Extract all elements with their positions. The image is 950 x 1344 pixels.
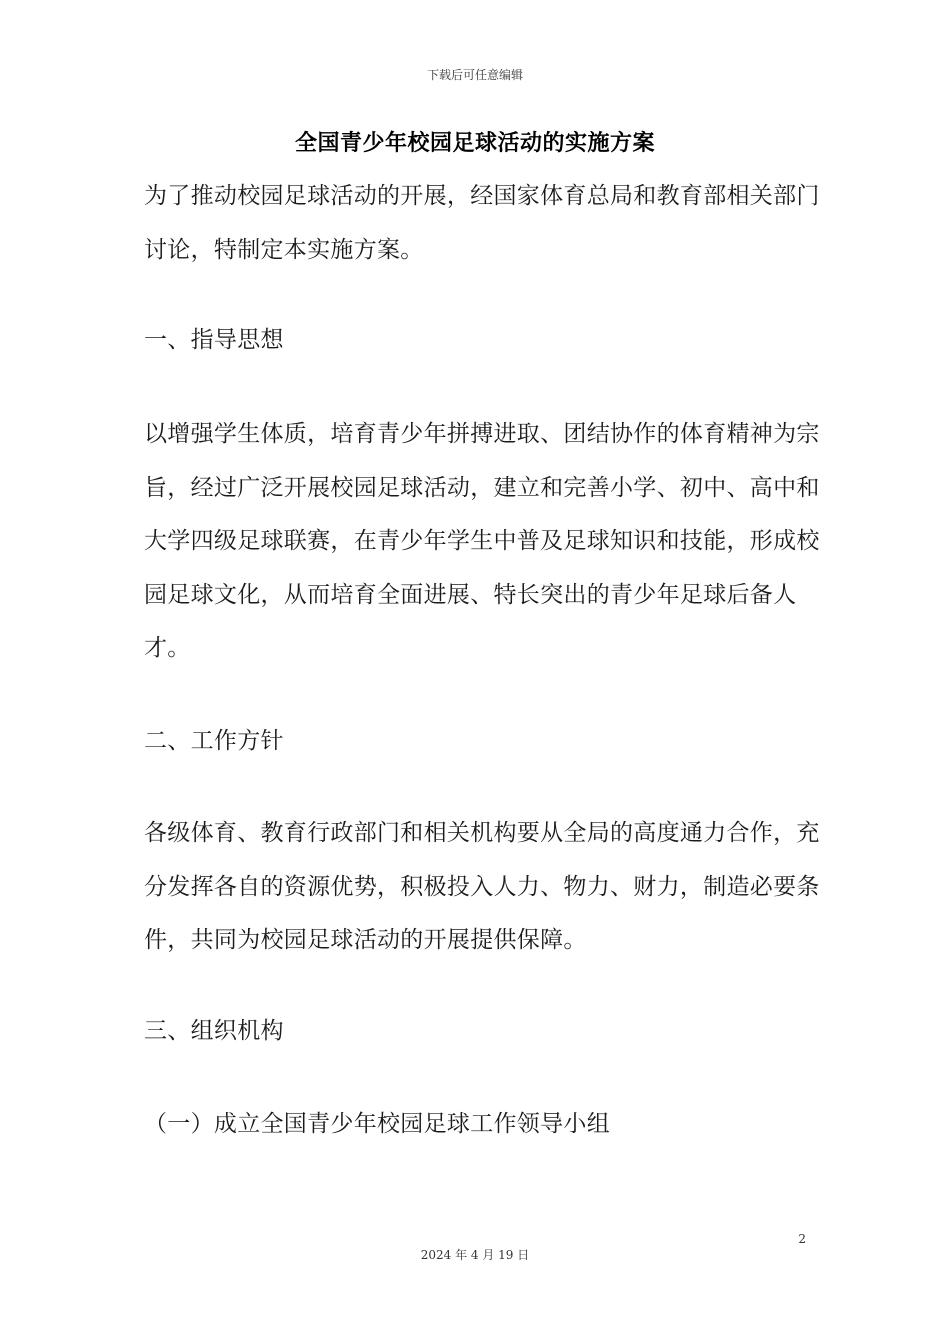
document-title: 全国青少年校园足球活动的实施方案 xyxy=(294,131,655,156)
section-3-heading: 三、组织机构 xyxy=(144,1018,284,1044)
section-1-heading: 一、指导思想 xyxy=(144,327,284,353)
page-number: 2 xyxy=(798,1232,806,1246)
section-heading-1 xyxy=(144,314,824,368)
section-2-text: 各级体育、教育行政部门和相关机构要从全局的高度通力合作，充分发挥各自的资源优势，积极投入人力、物力、财力，制造必要条件，共同为校园足球活动的开展提供保障。 xyxy=(144,820,820,953)
intro-text: 为了推动校园足球活动的开展，经国家体育总局和教育部相关部门讨论，特制定本实施方案。 xyxy=(144,183,820,263)
intro-paragraph xyxy=(144,170,824,277)
subsection-1-heading: （一）成立全国青少年校园足球工作领导小组 xyxy=(144,1111,610,1137)
footer-date: 2024 年 4 月 19 日 xyxy=(420,1248,530,1262)
subsection-heading-1 xyxy=(144,1098,824,1152)
section-2-heading: 二、工作方针 xyxy=(144,728,284,754)
header-note: 下载后可任意编辑 xyxy=(426,68,523,82)
section-2-paragraph xyxy=(144,807,824,968)
section-1-paragraph xyxy=(144,408,824,676)
section-heading-2 xyxy=(144,715,824,769)
section-heading-3 xyxy=(144,1005,824,1059)
section-1-text: 以增强学生体质，培育青少年拼搏进取、团结协作的体育精神为宗旨，经过广泛开展校园足球活动，建立和完善小学、初中、高中和大学四级足球联赛，在青少年学生中普及足球知识和技能，形成校园足球文化，从而培育全面进展、特长突出的青少年足球后备人才。 xyxy=(144,421,820,661)
